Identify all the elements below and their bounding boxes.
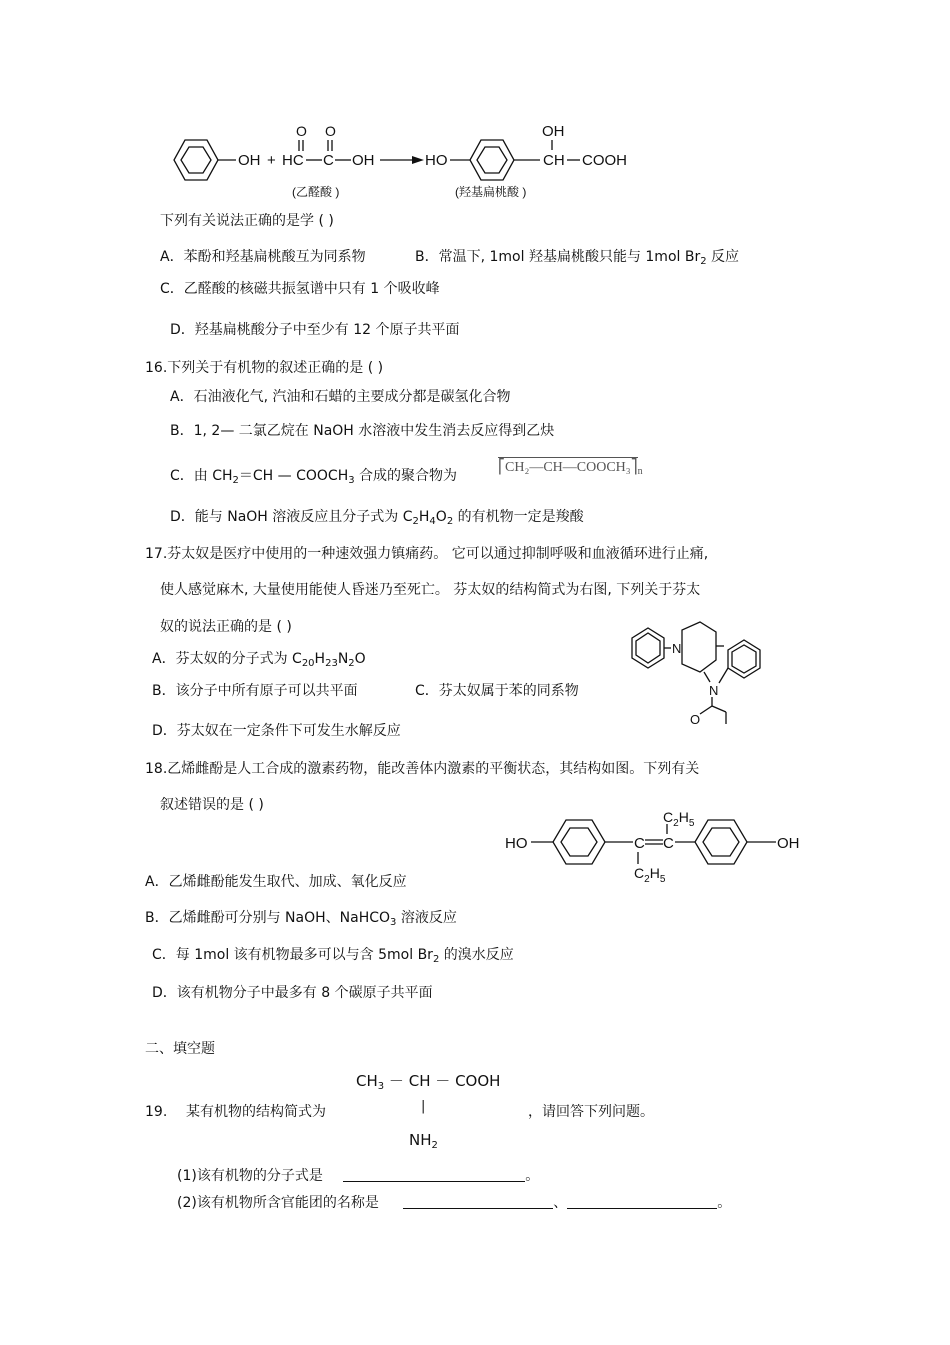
phenol-oh: OH bbox=[238, 152, 261, 169]
q16-option-a: A．石油液化气, 汽油和石蜡的主要成分都是碳氢化合物 bbox=[170, 389, 511, 405]
answer-blank-1[interactable] bbox=[343, 1167, 525, 1182]
plus-sign: + bbox=[267, 152, 276, 169]
q16-option-c: C．由 $CH_2=CH$ — $COOCH_3$ 合成的聚合物为 bbox=[170, 468, 458, 486]
des-c1: C bbox=[634, 835, 645, 852]
q17-option-a: A．芬太奴的分子式为 $C_{20}H_{23}N_2O$ bbox=[152, 651, 366, 669]
product-cooh: COOH bbox=[582, 152, 627, 169]
q15-option-d: D．羟基扁桃酸分子中至少有 12 个原子共平面 bbox=[170, 322, 460, 338]
q17-line-3: 奴的说法正确的是 ( ) bbox=[160, 619, 292, 635]
q18-option-a: A．乙烯雌酚能发生取代、加成、氧化反应 bbox=[145, 874, 407, 890]
q17-option-b: B．该分子中所有原子可以共平面 bbox=[152, 683, 358, 699]
q17-line-1: 17.芬太奴是医疗中使用的一种速效强力镇痛药。 它可以通过抑制呼吸和血液循环进行止痛, bbox=[145, 546, 709, 562]
des-oh: OH bbox=[777, 835, 800, 852]
q19-stem: 某有机物的结构简式为 bbox=[186, 1104, 326, 1120]
polymer-formula: $⎡CH_2—CH—COOCH_3⎤_n$ bbox=[498, 457, 643, 481]
q19-stem-tail: ，请回答下列问题。 bbox=[528, 1104, 654, 1120]
glyoxylic-hc: HC bbox=[282, 152, 304, 169]
fentanyl-n-1: N bbox=[672, 641, 682, 656]
product-label: (羟基扁桃酸 ) bbox=[455, 185, 527, 199]
des-ethyl-top: $C_2H_5$ bbox=[663, 809, 695, 829]
fentanyl-o: O bbox=[690, 712, 701, 727]
glyoxylic-oh: OH bbox=[352, 152, 375, 169]
carbonyl-o-2: O bbox=[325, 123, 336, 139]
fentanyl-n-2: N bbox=[709, 683, 719, 698]
q19-part-1: (1)该有机物的分子式是 。 bbox=[177, 1168, 540, 1184]
q18-line-1: 18.乙烯雌酚是人工合成的激素药物，能改善体内激素的平衡状态，其结构如图。下列有关 bbox=[145, 761, 700, 777]
q19-formula-top: $CH_3$ － CH － COOH bbox=[356, 1072, 501, 1092]
q18-option-c: C．每 1mol 该有机物最多可以与含 5mol $Br_2$ 的溴水反应 bbox=[152, 947, 514, 965]
q19-part-2: (2)该有机物所含官能团的名称是 、 。 bbox=[177, 1195, 732, 1211]
answer-blank-2[interactable] bbox=[403, 1194, 553, 1209]
product-ho: HO bbox=[425, 152, 448, 169]
q17-line-2: 使人感觉麻木, 大量使用能使人昏迷乃至死亡。 芬太奴的结构简式为右图, 下列关于芬太 bbox=[160, 582, 701, 598]
section-heading: 二、填空题 bbox=[145, 1041, 215, 1057]
q18-option-b: B．乙烯雌酚可分别与 NaOH、NaHCO$_3$ 溶液反应 bbox=[145, 910, 457, 928]
product-oh-top: OH bbox=[542, 123, 565, 140]
q17-option-c: C．芬太奴属于苯的同系物 bbox=[415, 683, 579, 699]
q15-stem: 下列有关说法正确的是学 ( ) bbox=[160, 213, 334, 229]
des-c2: C bbox=[663, 835, 674, 852]
q18-option-d: D．该有机物分子中最多有 8 个碳原子共平面 bbox=[152, 985, 433, 1001]
q19-formula-nh2: $NH_2$ bbox=[409, 1131, 438, 1151]
q17-option-d: D．芬太奴在一定条件下可发生水解反应 bbox=[152, 723, 401, 739]
q16-option-b: B．1, 2— 二氯乙烷在 NaOH 水溶液中发生消去反应得到乙炔 bbox=[170, 423, 555, 439]
product-ch: CH bbox=[543, 152, 565, 169]
q19-number: 19. bbox=[145, 1104, 168, 1120]
q16-option-d: D．能与 NaOH 溶液反应且分子式为 $C_2H_4O_2$ 的有机物一定是羧酸 bbox=[170, 509, 584, 527]
q15-option-b: B．常温下, 1mol 羟基扁桃酸只能与 1mol $Br_2$ 反应 bbox=[415, 249, 740, 267]
des-ethyl-bottom: $C_2H_5$ bbox=[634, 865, 666, 885]
des-ho: HO bbox=[505, 835, 528, 852]
glyoxylic-label: (乙醛酸 ) bbox=[292, 185, 340, 199]
q15-option-a: A．苯酚和羟基扁桃酸互为同系物 bbox=[160, 249, 366, 265]
answer-blank-3[interactable] bbox=[567, 1194, 717, 1209]
q18-line-2: 叙述错误的是 ( ) bbox=[160, 797, 264, 813]
q19-formula-bar: | bbox=[421, 1099, 426, 1114]
glyoxylic-c: C bbox=[323, 152, 334, 169]
q16-stem: 16.下列关于有机物的叙述正确的是 ( ) bbox=[145, 360, 384, 376]
carbonyl-o-1: O bbox=[296, 123, 307, 139]
q15-option-c: C．乙醛酸的核磁共振氢谱中只有 1 个吸收峰 bbox=[160, 281, 440, 297]
